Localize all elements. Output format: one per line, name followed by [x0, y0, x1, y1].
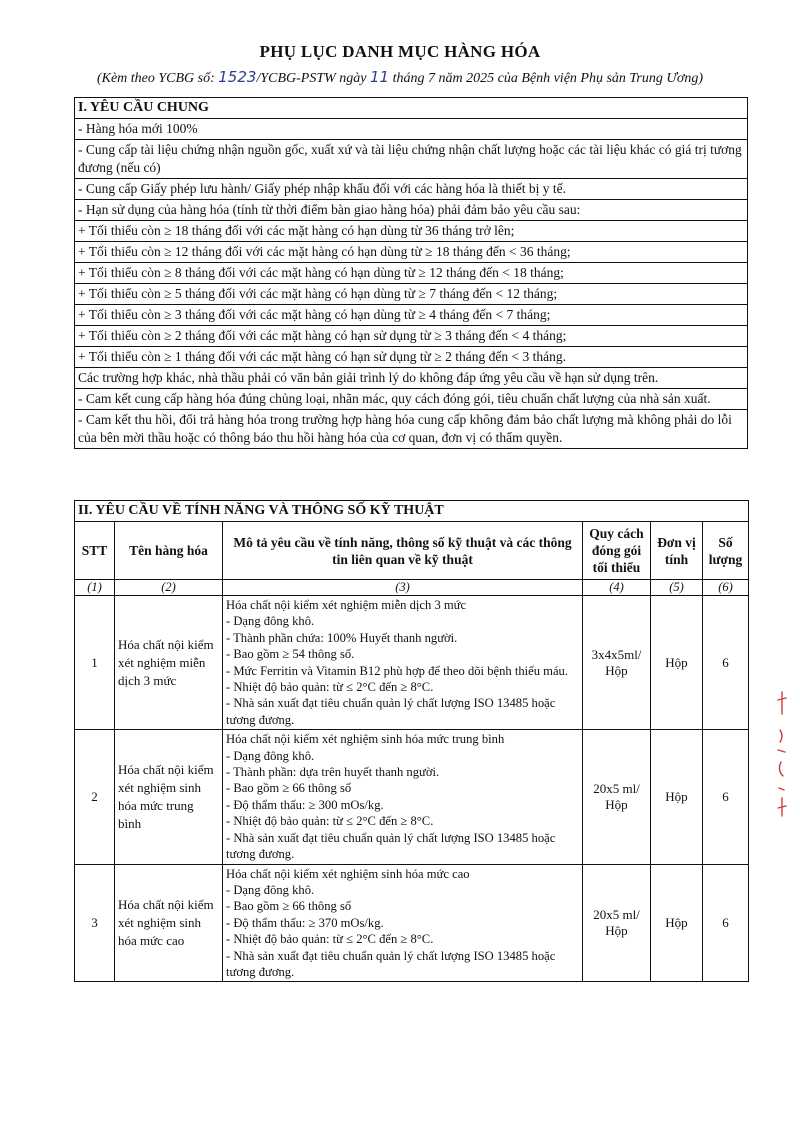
handwritten-doc-number: 1523 — [218, 68, 257, 86]
column-header: Quy cách đóng gói tối thiểu — [583, 522, 651, 580]
general-heading: I. YÊU CẦU CHUNG — [78, 100, 209, 115]
row-unit: Hộp — [651, 730, 703, 864]
row-description — [223, 730, 583, 864]
desc-line: - Nhà sản xuất đạt tiêu chuẩn quản lý chất lượng ISO 13485 hoặc tương đương. — [226, 948, 556, 979]
general-item: + Tối thiểu còn ≥ 18 tháng đối với các mặt hàng có hạn dùng từ 36 tháng trở lên; — [75, 220, 747, 241]
row-description — [223, 596, 583, 730]
general-item: - Cung cấp Giấy phép lưu hành/ Giấy phép nhập khẩu đối với các hàng hóa là thiết bị y tế. — [75, 178, 747, 199]
row-unit: Hộp — [651, 596, 703, 730]
column-index: (2) — [115, 580, 223, 596]
table-row — [75, 596, 749, 730]
desc-line: Hóa chất nội kiểm xét nghiệm sinh hóa mức trung bình — [226, 732, 505, 747]
row-qty: 6 — [703, 730, 749, 864]
general-item: + Tối thiểu còn ≥ 12 tháng đối với các mặt hàng có hạn dùng từ ≥ 18 tháng đến < 36 tháng; — [75, 241, 747, 262]
column-index: (5) — [651, 580, 703, 596]
row-pack: 20x5 ml/ Hộp — [583, 864, 651, 982]
subtitle-suffix: tháng 7 năm 2025 của Bệnh viện Phụ sản Trung Ương) — [392, 71, 704, 86]
desc-line: - Thành phần: dựa trên huyết thanh người. — [226, 765, 440, 780]
desc-line: - Bao gồm ≥ 66 thông số — [226, 899, 352, 914]
general-item: Các trường hợp khác, nhà thầu phải có văn bản giải trình lý do không đáp ứng yêu cầu về hạn sử dụng trên. — [75, 367, 747, 388]
column-header: Đơn vị tính — [651, 522, 703, 580]
row-name: Hóa chất nội kiểm xét nghiệm sinh hóa mức trung bình — [115, 730, 223, 864]
desc-line: - Bao gồm ≥ 66 thông số — [226, 781, 352, 796]
column-header: Số lượng — [703, 522, 749, 580]
general-item: + Tối thiểu còn ≥ 1 tháng đối với các mặt hàng có hạn sử dụng từ ≥ 2 tháng đến < 3 tháng. — [75, 346, 747, 367]
column-header: STT — [75, 522, 115, 580]
general-item: + Tối thiểu còn ≥ 5 tháng đối với các mặt hàng có hạn dùng từ ≥ 7 tháng đến < 12 tháng; — [75, 283, 747, 304]
desc-line: - Nhiệt độ bảo quản: từ ≤ 2°C đến ≥ 8°C. — [226, 932, 434, 947]
row-stt: 1 — [75, 596, 115, 730]
general-item: - Hàng hóa mới 100% — [75, 118, 747, 139]
table-row — [75, 864, 749, 982]
desc-line: - Độ thẩm thấu: ≥ 370 mOs/kg. — [226, 915, 384, 930]
row-qty: 6 — [703, 596, 749, 730]
column-index: (6) — [703, 580, 749, 596]
row-stt: 2 — [75, 730, 115, 864]
column-index: (3) — [223, 580, 583, 596]
general-item: - Cung cấp tài liệu chứng nhận nguồn gốc, xuất xứ và tài liệu chứng nhận chất lượng hoặc các tài liệu khác có giá trị tương đương (nếu có) — [75, 139, 747, 178]
subtitle-mid: /YCBG-PSTW ngày — [256, 71, 367, 86]
desc-line: - Mức Ferritin và Vitamin B12 phù hợp để theo dõi bệnh thiếu máu. — [226, 663, 568, 678]
row-stt: 3 — [75, 864, 115, 982]
row-pack: 20x5 ml/ Hộp — [583, 730, 651, 864]
spec-table — [74, 500, 749, 982]
general-requirements — [74, 97, 748, 449]
desc-line: - Dạng đông khô. — [226, 614, 315, 629]
table-row — [75, 730, 749, 864]
desc-line: - Nhà sản xuất đạt tiêu chuẩn quản lý chất lượng ISO 13485 hoặc tương đương. — [226, 830, 556, 862]
column-header: Tên hàng hóa — [115, 522, 223, 580]
desc-line: - Dạng đông khô. — [226, 748, 315, 763]
general-item: - Cam kết cung cấp hàng hóa đúng chủng loại, nhãn mác, quy cách đóng gói, tiêu chuẩn chất lượng của nhà sản xuất. — [75, 388, 747, 409]
desc-line: - Thành phần chứa: 100% Huyết thanh người. — [226, 630, 458, 645]
desc-line: - Nhiệt độ bảo quản: từ ≤ 2°C đến ≥ 8°C. — [226, 680, 434, 695]
row-unit: Hộp — [651, 864, 703, 982]
column-header: Mô tả yêu cầu về tính năng, thông số kỹ thuật và các thông tin liên quan về kỹ thuật — [223, 522, 583, 580]
desc-line: - Nhiệt độ bảo quản: từ ≤ 2°C đến ≥ 8°C. — [226, 814, 434, 829]
row-qty: 6 — [703, 864, 749, 982]
general-item: + Tối thiểu còn ≥ 3 tháng đối với các mặt hàng có hạn dùng từ ≥ 4 tháng đến < 7 tháng; — [75, 304, 747, 325]
desc-line: Hóa chất nội kiểm xét nghiệm sinh hóa mức cao — [226, 866, 470, 881]
general-item: - Hạn sử dụng của hàng hóa (tính từ thời điểm bàn giao hàng hóa) phải đảm bảo yêu cầu sau: — [75, 199, 747, 220]
desc-line: - Nhà sản xuất đạt tiêu chuẩn quản lý chất lượng ISO 13485 hoặc tương đương. — [226, 696, 556, 727]
column-index: (1) — [75, 580, 115, 596]
page-subtitle — [0, 68, 800, 87]
page-title: PHỤ LỤC DANH MỤC HÀNG HÓA — [259, 42, 541, 61]
general-item: + Tối thiểu còn ≥ 2 tháng đối với các mặt hàng có hạn sử dụng từ ≥ 3 tháng đến < 4 tháng; — [75, 325, 747, 346]
column-index: (4) — [583, 580, 651, 596]
desc-line: - Độ thẩm thấu: ≥ 300 mOs/kg. — [226, 797, 384, 812]
red-stamp-mark — [770, 690, 792, 820]
handwritten-day: 11 — [370, 68, 390, 86]
row-name: Hóa chất nội kiểm xét nghiệm sinh hóa mức cao — [115, 864, 223, 982]
desc-line: - Dạng đông khô. — [226, 882, 315, 897]
desc-line: Hóa chất nội kiểm xét nghiệm miễn dịch 3 mức — [226, 598, 467, 612]
subtitle-prefix: (Kèm theo YCBG số: — [96, 71, 215, 86]
desc-line: - Bao gồm ≥ 54 thông số. — [226, 647, 355, 662]
row-description — [223, 864, 583, 982]
general-item: - Cam kết thu hồi, đổi trả hàng hóa trong trường hợp hàng hóa cung cấp không đảm bảo chất lượng mà không phải do lỗi của bên mời thầu hoặc có thông báo thu hồi hàng hóa của cơ quan, đơn vị có thẩm quyền. — [75, 409, 747, 448]
spec-heading: II. YÊU CẦU VỀ TÍNH NĂNG VÀ THÔNG SỐ KỸ THUẬT — [75, 501, 749, 522]
row-name: Hóa chất nội kiểm xét nghiệm miễn dịch 3 mức — [115, 596, 223, 730]
row-pack: 3x4x5ml/ Hộp — [583, 596, 651, 730]
general-item: + Tối thiểu còn ≥ 8 tháng đối với các mặt hàng có hạn dùng từ ≥ 12 tháng đến < 18 tháng; — [75, 262, 747, 283]
